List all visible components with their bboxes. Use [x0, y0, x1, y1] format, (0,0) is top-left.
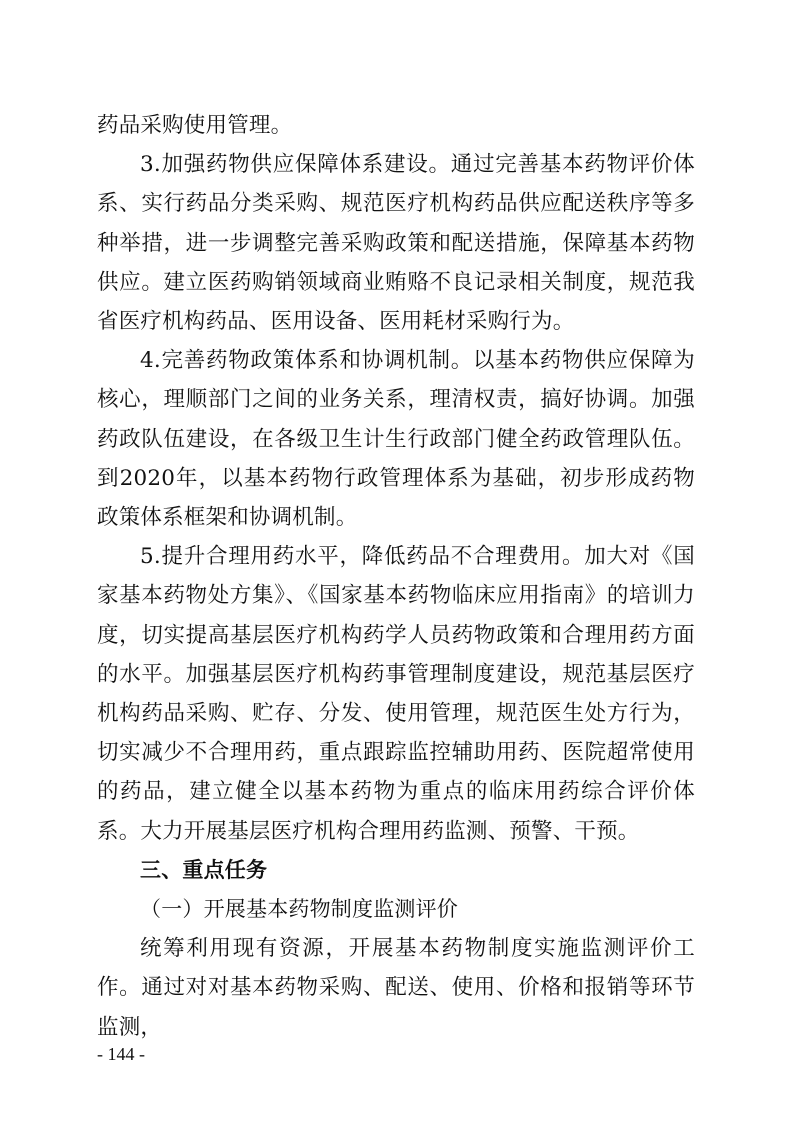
- paragraph-item-5: 5.提升合理用药水平，降低药品不合理费用。加大对《国家基本药物处方集》、《国家基本药物临床应用指南》的培训力度，切实提高基层医疗机构药学人员药物政策和合理用药方面的水平。加强基层医疗机构药事管理制度建设，规范基层医疗机构药品采购、贮存、分发、使用管理，规范医生处方行为，切实减少不合理用药，重点跟踪监控辅助用药、医院超常使用的药品，建立健全以基本药物为重点的临床用药综合评价体系。大力开展基层医疗机构合理用药监测、预警、干预。: [97, 544, 695, 844]
- paragraph-continuation: 药品采购使用管理。: [97, 113, 293, 138]
- paragraph-item-4: 4.完善药物政策体系和协调机制。以基本药物供应保障为核心，理顺部门之间的业务关系，理清权责，搞好协调。加强药政队伍建设，在各级卫生计生行政部门健全药政管理队伍。到2020年，以基本药物行政管理体系为基础，初步形成药物政策体系框架和协调机制。: [97, 348, 695, 531]
- subsection-heading: （一）开展基本药物制度监测评价: [140, 897, 458, 922]
- paragraph-monitoring: 统筹利用现有资源，开展基本药物制度实施监测评价工作。通过对对基本药物采购、配送、使用、价格和报销等环节监测，: [97, 936, 695, 1040]
- page-number: - 144 -: [97, 1044, 145, 1064]
- paragraph-item-3: 3.加强药物供应保障体系建设。通过完善基本药物评价体系、实行药品分类采购、规范医疗机构药品供应配送秩序等多种举措，进一步调整完善采购政策和配送措施，保障基本药物供应。建立医药购销领域商业贿赂不良记录相关制度，规范我省医疗机构药品、医用设备、医用耗材采购行为。: [97, 152, 695, 335]
- document-body: [97, 106, 695, 1047]
- section-heading: 三、重点任务: [140, 857, 268, 882]
